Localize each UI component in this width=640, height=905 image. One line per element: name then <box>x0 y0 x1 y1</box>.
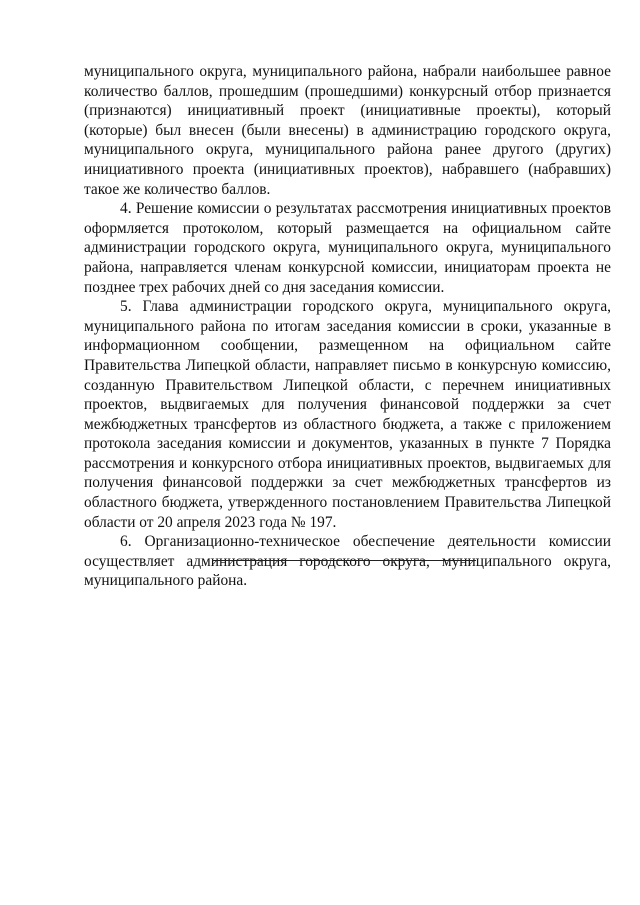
paragraph-item-5: 5. Глава администрации городского округа, муниципального округа, муниципального района по итогам заседания комиссии в сроки, указанные в информационном сообщении, размещенном на официальном сайте Правительства Липецкой области, направляет письмо в конкурсную комиссию, созданную Правительством Липецкой области, с перечнем инициативных проектов, выдвигаемых для получения финансовой поддержки за счет межбюджетных трансфертов из областного бюджета, а также с приложением протокола заседания комиссии и документов, указанных в пункте 7 Порядка рассмотрения и конкурсного отбора инициативных проектов, выдвигаемых для получения финансовой поддержки за счет межбюджетных трансфертов из областного бюджета, утвержденного постановлением Правительства Липецкой области от 20 апреля 2023 года № 197. <box>84 298 611 531</box>
closing-divider-line <box>212 560 476 561</box>
paragraph-item-6: 6. Организационно-техническое обеспечение деятельности комиссии осуществляет администрация городского округа, муниципального округа, муниципального района. <box>84 533 611 590</box>
paragraph-item-4: 4. Решение комиссии о результатах рассмотрения инициативных проектов оформляется протоколом, который размещается на официальном сайте администрации городского округа, муниципального округа, муниципального района, направляется членам конкурсной комиссии, инициаторам проекта не позднее трех рабочих дней со дня заседания комиссии. <box>84 200 611 296</box>
paragraph-continuation: муниципального округа, муниципального района, набрали наибольшее равное количество баллов, прошедшим (прошедшими) конкурсный отбор признается (признаются) инициативный проект (инициативные проекты), который (которые) был внесен (были внесены) в администрацию городского округа, муниципального округа, муниципального района ранее другого (других) инициативного проекта (инициативных проектов), набравшего (набравших) такое же количество баллов. <box>84 63 611 198</box>
document-body <box>84 62 611 591</box>
